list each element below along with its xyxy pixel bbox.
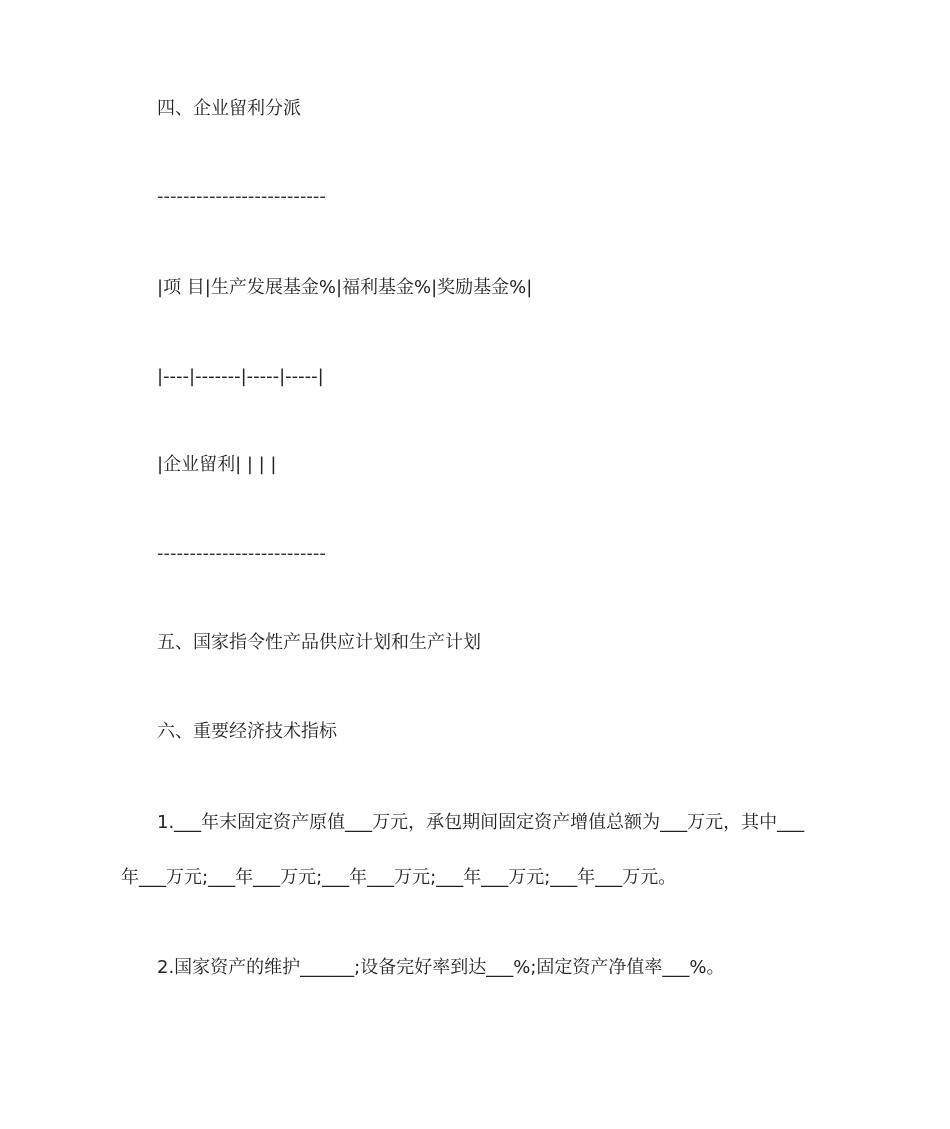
- table-data-row: |企业留利| | | |: [157, 454, 277, 475]
- section-heading-4: 四、企业留利分派: [157, 98, 301, 119]
- table-header-row: |项 目|生产发展基金%|福利基金%|奖励基金%|: [157, 277, 533, 298]
- table-rule-top: --------------------------: [157, 186, 326, 207]
- table-rule-bottom: --------------------------: [157, 543, 326, 564]
- indicator-item-2: 2.国家资产的维护______;设备完好率到达___%;固定资产净值率___%。: [157, 957, 725, 978]
- indicator-item-1-line-1: 1.___年末固定资产原值___万元，承包期间固定资产增值总额为___万元，其中___: [157, 812, 805, 833]
- section-heading-6: 六、重要经济技术指标: [157, 721, 337, 742]
- table-separator-row: |----|-------|-----|-----|: [157, 366, 324, 387]
- section-heading-5: 五、国家指令性产品供应计划和生产计划: [157, 632, 481, 653]
- indicator-item-1-line-2: 年___万元;___年___万元;___年___万元;___年___万元;___年___万元。: [121, 867, 677, 888]
